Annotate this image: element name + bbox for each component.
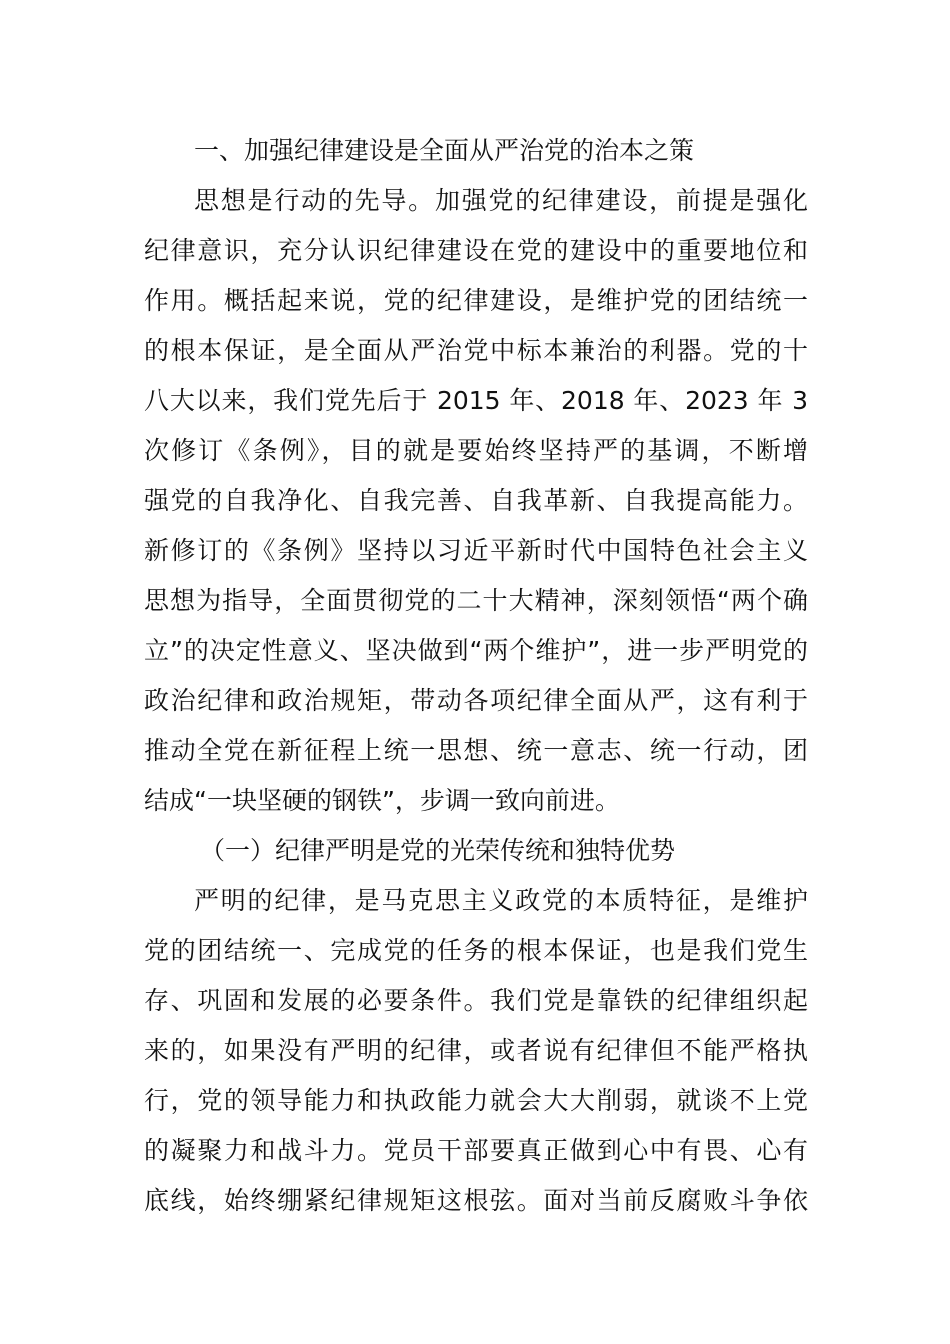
paragraph-line: 推动全党在新征程上统一思想、统一意志、统一行动，团 (144, 736, 808, 765)
paragraph-line: 思想为指导，全面贯彻党的二十大精神，深刻领悟“两个确 (144, 586, 808, 615)
paragraph-line: 思想是行动的先导。加强党的纪律建设，前提是强化 (194, 186, 808, 215)
section-heading: 一、加强纪律建设是全面从严治党的治本之策 (194, 136, 695, 165)
paragraph-line: 结成“一块坚硬的钢铁”，步调一致向前进。 (144, 786, 620, 815)
paragraph-line: 八大以来，我们党先后于 2015 年、2018 年、2023 年 3 (144, 386, 808, 415)
paragraph-line: 存、巩固和发展的必要条件。我们党是靠铁的纪律组织起 (144, 986, 808, 1015)
paragraph-line: 行，党的领导能力和执政能力就会大大削弱，就谈不上党 (144, 1086, 808, 1115)
paragraph-line: 党的团结统一、完成党的任务的根本保证，也是我们党生 (144, 936, 808, 965)
paragraph-line: 立”的决定性意义、坚决做到“两个维护”，进一步严明党的 (144, 636, 808, 665)
paragraph-line: 的凝聚力和战斗力。党员干部要真正做到心中有畏、心有 (144, 1136, 808, 1165)
paragraph-line: 政治纪律和政治规矩，带动各项纪律全面从严，这有利于 (144, 686, 808, 715)
subsection-heading: （一）纪律严明是党的光荣传统和独特优势 (200, 836, 676, 865)
paragraph-line: 纪律意识，充分认识纪律建设在党的建设中的重要地位和 (144, 236, 808, 265)
paragraph-line: 严明的纪律，是马克思主义政党的本质特征，是维护 (194, 886, 808, 915)
paragraph-line: 作用。概括起来说，党的纪律建设，是维护党的团结统一 (144, 286, 808, 315)
paragraph-line: 来的，如果没有严明的纪律，或者说有纪律但不能严格执 (144, 1036, 808, 1065)
paragraph-line: 强党的自我净化、自我完善、自我革新、自我提高能力。 (144, 486, 808, 515)
paragraph-line: 底线，始终绷紧纪律规矩这根弦。面对当前反腐败斗争依 (144, 1186, 808, 1215)
paragraph-line: 次修订《条例》，目的就是要始终坚持严的基调，不断增 (144, 436, 808, 465)
paragraph-line: 新修订的《条例》坚持以习近平新时代中国特色社会主义 (144, 536, 808, 565)
paragraph-line: 的根本保证，是全面从严治党中标本兼治的利器。党的十 (144, 336, 808, 365)
